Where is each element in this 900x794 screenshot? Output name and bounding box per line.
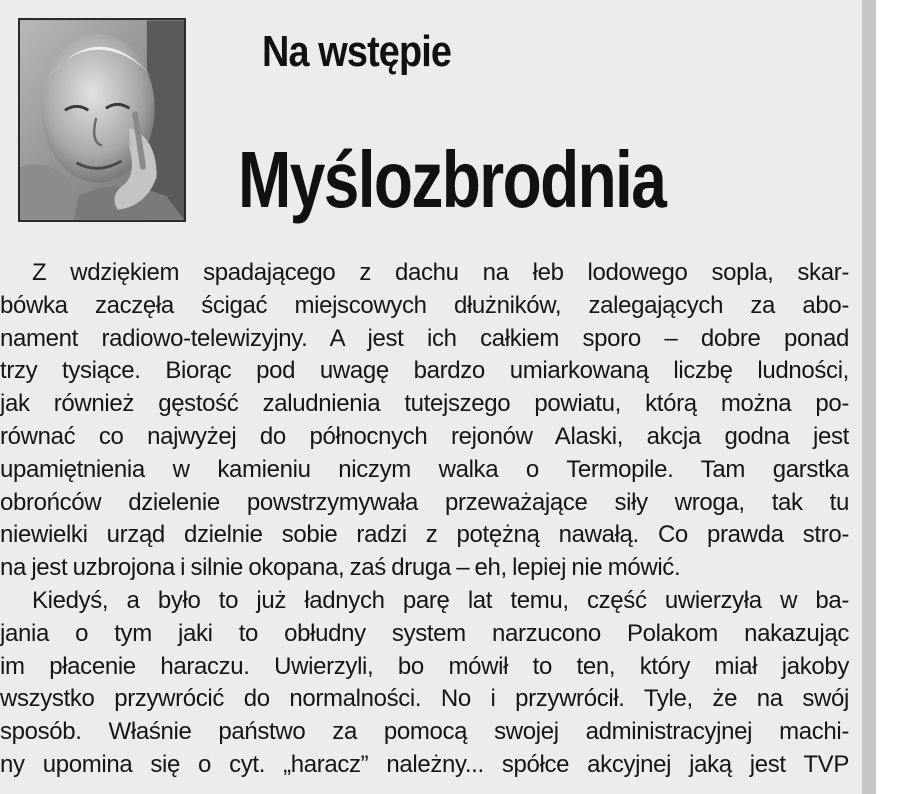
body-line: jania o tym jaki to obłudny system narzucono Polakom nakazując: [0, 619, 849, 647]
kicker: Na wstępie: [262, 27, 452, 76]
body-line: obrońców dzielenie powstrzymywała przeważające siły wroga, tak tu: [0, 488, 849, 516]
headline: Myślozbrodnia: [238, 135, 666, 224]
author-portrait-drawing: [20, 20, 184, 220]
body-line: bówka zaczęła ścigać miejscowych dłużników, zalegających za abo-: [0, 291, 849, 319]
body-line: na jest uzbrojona i silnie okopana, zaś druga – eh, lepiej nie mówić.: [0, 554, 681, 582]
body-line: ny upomina się o cyt. „haracz” należny... spółce akcyjnej jaką jest TVP: [0, 750, 849, 778]
body-line: Z wdziękiem spadającego z dachu na łeb lodowego sopla, skar-: [32, 259, 849, 286]
body-line: niewielki urząd dzielnie sobie radzi z potężną nawałą. Co prawda stro-: [0, 521, 849, 549]
body-line: nament radiowo-telewizyjny. A jest ich całkiem sporo – dobre ponad: [0, 324, 849, 352]
body-line: jak również gęstość zaludnienia tutejszego powiatu, którą można po-: [0, 390, 849, 418]
author-portrait: [18, 18, 186, 222]
body-line: sposób. Właśnie państwo za pomocą swojej administracyjnej machi-: [0, 718, 849, 746]
body-line: im płacenie haraczu. Uwierzyli, bo mówił to ten, który miał jakoby: [0, 652, 849, 680]
body-line: trzy tysiące. Biorąc pod uwagę bardzo umiarkowaną liczbę ludności,: [0, 357, 849, 385]
body-line: Kiedyś, a było to już ładnych parę lat temu, część uwierzyła w ba-: [32, 586, 849, 614]
body-line: równać co najwyżej do północnych rejonów Alaski, akcja godna jest: [0, 422, 849, 450]
article-body: [0, 257, 849, 782]
column-divider: [862, 0, 876, 794]
body-line: wszystko przywrócić do normalności. No i przywrócił. Tyle, że na swój: [0, 685, 849, 713]
body-line: upamiętnienia w kamieniu niczym walka o Termopile. Tam garstka: [0, 455, 849, 483]
